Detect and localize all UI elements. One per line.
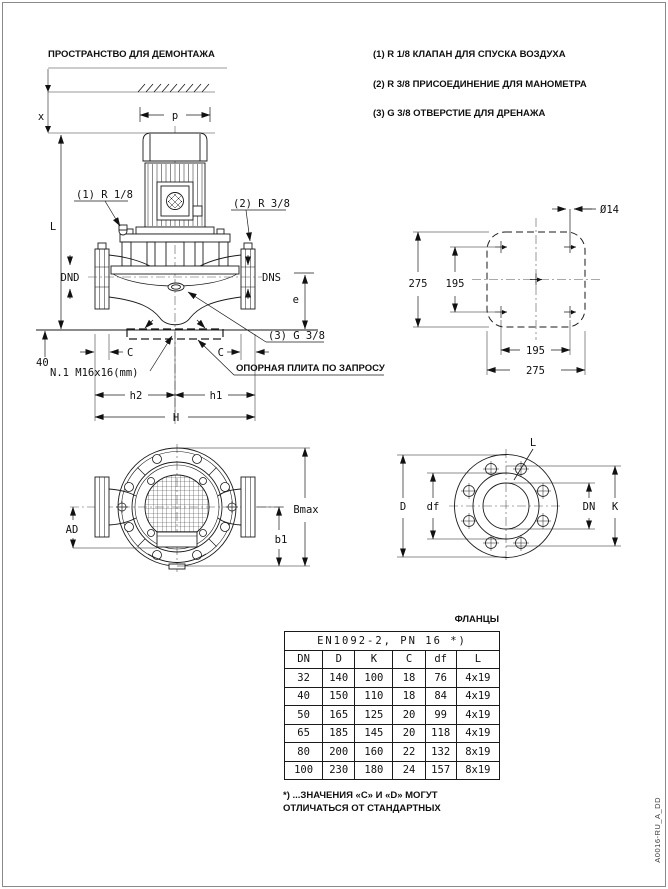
col-header-k: K xyxy=(355,650,393,669)
table-standard-row xyxy=(285,632,500,651)
note-air-valve: (1) R 1/8 КЛАПАН ДЛЯ СПУСКА ВОЗДУХА xyxy=(373,49,566,60)
dim-label-c-right: C xyxy=(217,347,224,359)
fan-grille xyxy=(145,475,209,539)
dim-label-40: 40 xyxy=(36,357,49,369)
footnote-line-2: ОТЛИЧАТЬСЯ ОТ СТАНДАРТНЫХ xyxy=(283,803,441,814)
base-plate-view xyxy=(409,204,619,377)
anchor-bolt-note: N.1 M16x16(mm) xyxy=(50,367,139,379)
dim-label-195-h: 195 xyxy=(526,345,545,357)
col-header-l: L xyxy=(456,650,499,669)
motor xyxy=(136,133,214,234)
dim-label-df: df xyxy=(426,501,440,513)
dim-label-e: e xyxy=(292,294,299,306)
col-header-c: C xyxy=(393,650,425,669)
dim-label-bolt-l: L xyxy=(529,437,537,449)
table-header-row xyxy=(285,650,500,669)
dim-label-h2: h2 xyxy=(129,390,143,402)
callout-gauge: (2) R 3/8 xyxy=(233,198,290,210)
dim-label-b1: b1 xyxy=(274,534,288,546)
table-footnote xyxy=(283,789,441,815)
flange-table-caption: ФЛАНЦЫ xyxy=(454,614,499,625)
note-drain-hole: (3) G 3/8 ОТВЕРСТИЕ ДЛЯ ДРЕНАЖА xyxy=(373,108,546,119)
table-row: 50 165 125 20 99 4x19 xyxy=(285,706,500,725)
dim-label-dnd: DND xyxy=(60,272,80,284)
dim-label-c-left: C xyxy=(127,347,134,359)
dim-label-h1: h1 xyxy=(209,390,223,402)
dismantling-space-title: ПРОСТРАНСТВО ДЛЯ ДЕМОНТАЖА xyxy=(48,49,215,60)
dim-label-275-v: 275 xyxy=(408,278,428,290)
dim-label-195-v: 195 xyxy=(445,278,465,290)
col-header-df: df xyxy=(425,650,456,669)
table-row: 40 150 110 18 84 4x19 xyxy=(285,687,500,706)
dim-label-k: K xyxy=(611,501,619,513)
dim-label-d: D xyxy=(399,501,407,513)
doc-code-vertical: A0016-RU_A_DD xyxy=(653,797,662,863)
dim-label-dns: DNS xyxy=(262,272,281,284)
dim-label-x: x xyxy=(37,111,45,123)
terminal-box xyxy=(157,182,193,220)
dim-label-l: L xyxy=(49,221,57,233)
dim-label-p: p xyxy=(171,110,179,122)
footnote-line-1: *) ...ЗНАЧЕНИЯ «С» И «D» МОГУТ xyxy=(283,790,438,801)
col-header-dn: DN xyxy=(285,650,323,669)
col-header-d: D xyxy=(323,650,355,669)
note-gauge-connection: (2) R 3/8 ПРИСОЕДИНЕНИЕ ДЛЯ МАНОМЕТРА xyxy=(373,78,587,90)
callout-drain: (3) G 3/8 xyxy=(268,330,325,342)
table-row: 100 230 180 24 157 8x19 xyxy=(285,761,500,780)
main-pump-front-view xyxy=(36,68,385,424)
dim-label-ad: AD xyxy=(65,524,79,536)
table-row: 32 140 100 18 76 4x19 xyxy=(285,669,500,688)
dim-label-hole-dia: Ø14 xyxy=(600,204,619,216)
callout-air-valve: (1) R 1/8 xyxy=(76,189,133,201)
pump-top-view xyxy=(66,444,319,572)
standard-header-cell: EN1092-2, PN 16 *) xyxy=(285,632,500,651)
dim-label-275-h: 275 xyxy=(526,365,545,377)
table-row: 80 200 160 22 132 8x19 xyxy=(285,743,500,762)
table-row: 65 185 145 20 118 4x19 xyxy=(285,724,500,743)
flange-detail-view xyxy=(397,437,621,563)
drain-plug xyxy=(168,283,184,291)
support-plate-note: ОПОРНАЯ ПЛИТА ПО ЗАПРОСУ xyxy=(236,363,385,374)
flange-table xyxy=(284,631,500,780)
dim-label-dn: DN xyxy=(582,501,596,513)
dim-label-h: H xyxy=(172,412,180,424)
dim-label-bmax: Bmax xyxy=(293,504,319,516)
